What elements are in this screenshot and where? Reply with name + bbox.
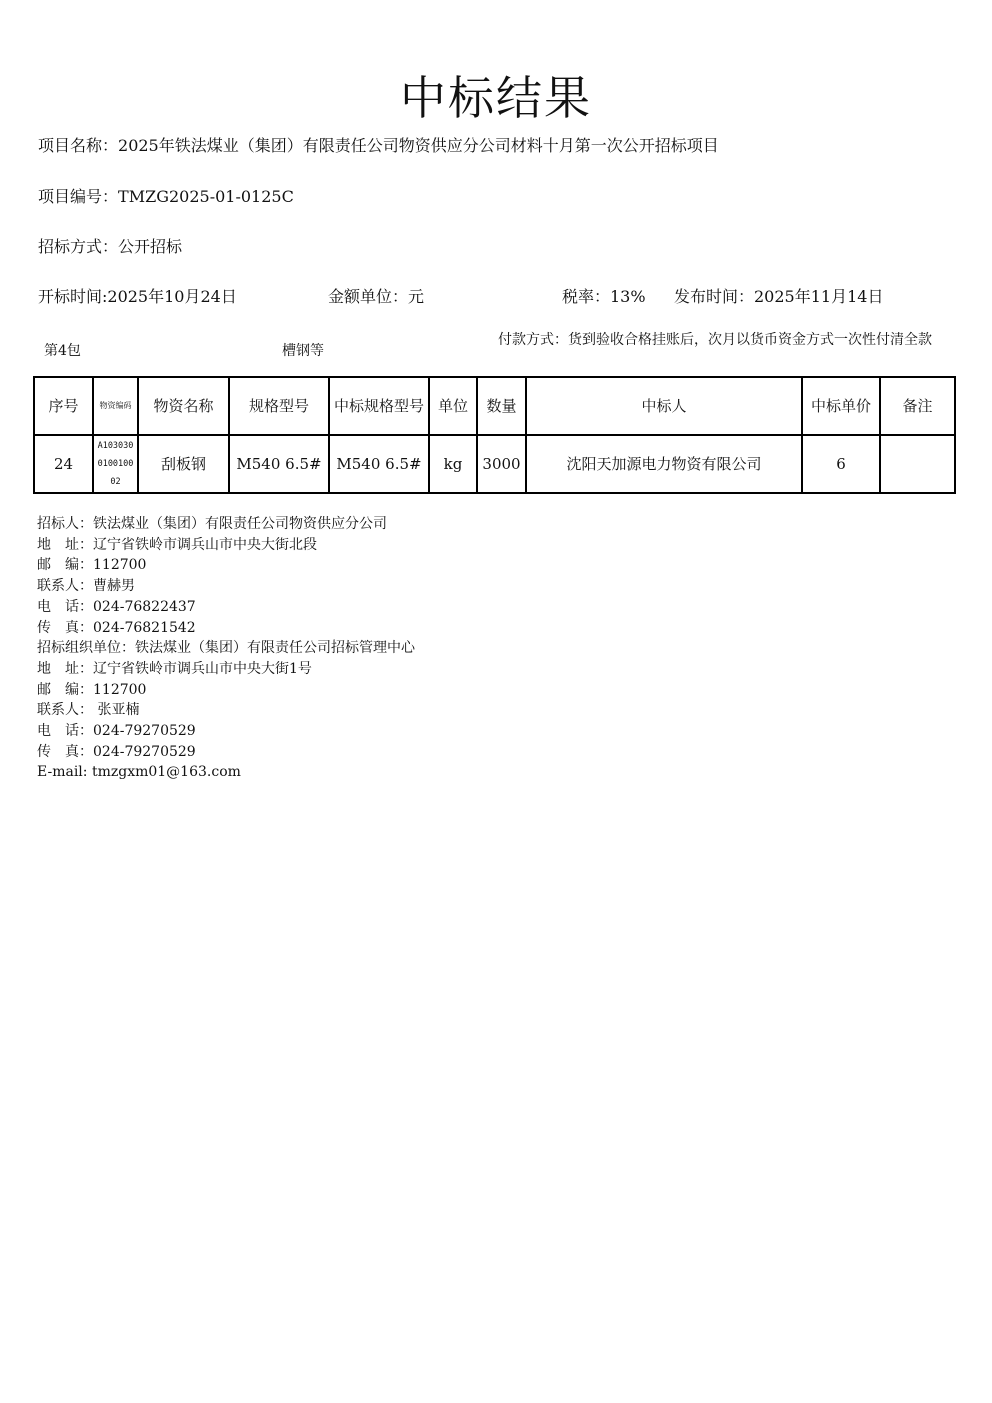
agency: 招标组织单位：铁法煤业（集团）有限责任公司招标管理中心 [37, 640, 415, 657]
bid-method-line [38, 234, 182, 257]
cell-material-code: A103030010010002 [93, 435, 138, 493]
cell-material-name: 刮板钢 [138, 435, 229, 493]
cell-award-spec: M540 6.5# [329, 435, 429, 493]
project-name-label: 项目名称： [38, 136, 119, 155]
table-header-row [34, 377, 955, 435]
cell-winner: 沈阳天加源电力物资有限公司 [526, 435, 802, 493]
tenderer-contact: 联系人：曹赫男 [37, 578, 135, 595]
tax-rate: 税率：13% [562, 287, 646, 306]
header-unit: 单位 [429, 377, 477, 435]
agency-postcode: 邮 编：112700 [37, 681, 147, 698]
package-category: 槽钢等 [282, 343, 324, 359]
meta-row [38, 284, 958, 306]
page-title: 中标结果 [400, 71, 592, 125]
contact-info [37, 514, 415, 783]
package-name: 第4包 [44, 343, 81, 359]
header-spec: 规格型号 [229, 377, 329, 435]
project-number-value: TMZG2025-01-0125C [118, 187, 294, 206]
cell-remarks [880, 435, 955, 493]
tenderer-postcode: 邮 编：112700 [37, 557, 147, 574]
tenderer-fax: 传 真：024-76821542 [37, 619, 196, 636]
bid-method-label: 招标方式： [38, 237, 119, 256]
currency-unit: 金额单位：元 [328, 287, 425, 306]
header-seq: 序号 [34, 377, 93, 435]
cell-unit: kg [429, 435, 477, 493]
project-name-value: 2025年铁法煤业（集团）有限责任公司物资供应分公司材料十月第一次公开招标项目 [118, 136, 719, 155]
project-number-line [38, 184, 294, 207]
header-winner: 中标人 [526, 377, 802, 435]
table-row [34, 435, 955, 493]
payment-terms: 付款方式：货到验收合格挂账后，次月以货币资金方式一次性付清全款 [498, 332, 932, 348]
agency-phone: 电 话：024-79270529 [37, 723, 196, 740]
agency-address: 地 址：辽宁省铁岭市调兵山市中央大街1号 [37, 660, 312, 677]
header-unit-price: 中标单价 [802, 377, 880, 435]
agency-email[interactable]: E-mail: tmzgxm01@163.com [37, 764, 241, 781]
header-remarks: 备注 [880, 377, 955, 435]
cell-quantity: 3000 [477, 435, 526, 493]
header-quantity: 数量 [477, 377, 526, 435]
publish-time: 发布时间：2025年11月14日 [674, 287, 884, 306]
cell-unit-price: 6 [802, 435, 880, 493]
award-table [33, 376, 956, 494]
package-row [34, 330, 954, 370]
project-number-label: 项目编号： [38, 187, 119, 206]
agency-contact: 联系人： 张亚楠 [37, 702, 140, 719]
bid-method-value: 公开招标 [118, 237, 183, 256]
header-material-code: 物资编码 [93, 377, 138, 435]
agency-fax: 传 真：024-79270529 [37, 743, 196, 760]
project-name-line [38, 133, 719, 156]
header-material-name: 物资名称 [138, 377, 229, 435]
cell-spec: M540 6.5# [229, 435, 329, 493]
tenderer: 招标人：铁法煤业（集团）有限责任公司物资供应分公司 [37, 516, 387, 532]
tenderer-address: 地 址：辽宁省铁岭市调兵山市中央大街北段 [37, 536, 317, 553]
header-award-spec: 中标规格型号 [329, 377, 429, 435]
cell-seq: 24 [34, 435, 93, 493]
tenderer-phone: 电 话：024-76822437 [37, 598, 196, 615]
open-time: 开标时间:2025年10月24日 [38, 287, 237, 306]
